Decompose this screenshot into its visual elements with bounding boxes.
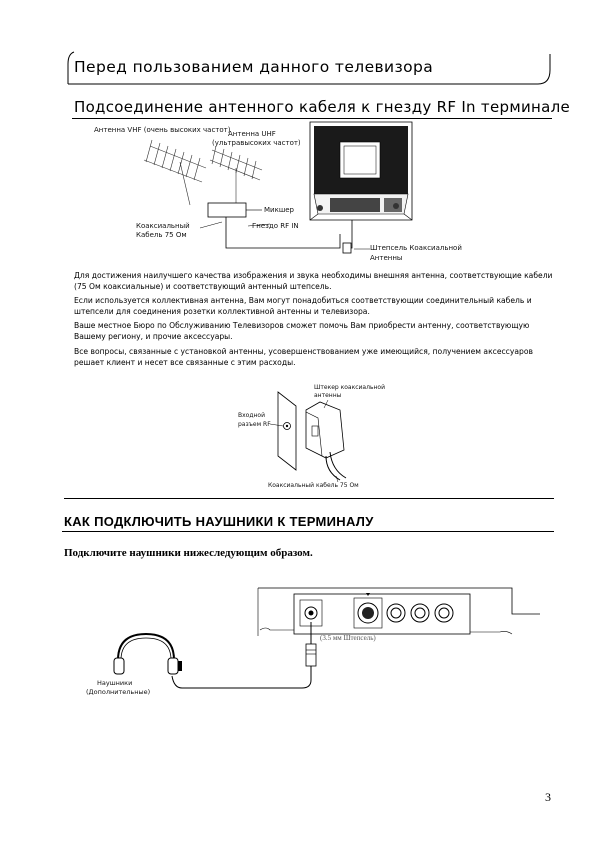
headphones-label: Наушники [97, 679, 133, 687]
uhf-antenna-label: Антенна UHF [228, 130, 276, 138]
antenna-plug-label-2: Антенны [370, 254, 403, 262]
headphones-label-2: (Дополнительные) [86, 688, 151, 696]
mini-plug-icon [306, 644, 316, 666]
paragraph-service-bureau: Ваше местное Бюро по Обслуживанию Телевизоров сможет помочь Вам приобрести антенну, соответствующую Вашему региону, и прочие аксессуары. [74, 321, 530, 341]
coax-cable-75-label: Коаксиальный кабель 75 Ом [268, 482, 359, 489]
uhf-antenna-label-2: (ультравысоких частот) [212, 139, 301, 147]
coax-cable-label-2: Кабель 75 Ом [136, 231, 187, 239]
section-headphones-title: КАК ПОДКЛЮЧИТЬ НАУШНИКИ К ТЕРМИНАЛУ [64, 514, 374, 529]
page-number: 3 [545, 790, 551, 804]
rf-input-label-2: разъем RF [238, 421, 271, 428]
rf-jack-label: Гнездо RF IN [252, 222, 299, 230]
coax-plug-label: Штекер коаксиальной [314, 384, 385, 391]
section-antenna-title: Подсоединение антенного кабеля к гнезду RF In терминале [74, 98, 571, 116]
paragraph-client-costs: Все вопросы, связанные с установкой антенны, усовершенствованием уже имеющийся, получением аксессуаров решает клиент и несет все связанные с этим расходы. [74, 347, 533, 367]
coax-plug-label-2: антенны [314, 392, 342, 399]
antenna-plug-label: Штепсель Коаксиальной [370, 244, 462, 252]
rf-input-label: Входной [238, 412, 265, 419]
headphones-icon [114, 634, 182, 674]
mini-plug-label: (3.5 мм Штепсель) [320, 634, 376, 642]
mixer-label: Микшер [264, 206, 294, 214]
page-header-title: Перед пользованием данного телевизора [74, 58, 434, 76]
paragraph-collective-antenna: Если используется коллективная антенна, Вам могут понадобиться соответствующии соединительный кабель и штепсели для соединения розетки коллективной антенны и телевизора. [74, 296, 532, 316]
vhf-antenna-label: Антенна VHF (очень высоких частот) [94, 126, 231, 134]
headphones-instruction: Подключите наушники нижеследующим образом. [64, 547, 313, 559]
coax-cable-label: Коаксиальный [136, 222, 190, 230]
paragraph-quality: Для достижения наилучшего качества изображения и звука необходимы внешняя антенна, соответствующие кабели (75 Ом коаксиальные) и соответствующий антенный штепсель. [74, 271, 553, 291]
